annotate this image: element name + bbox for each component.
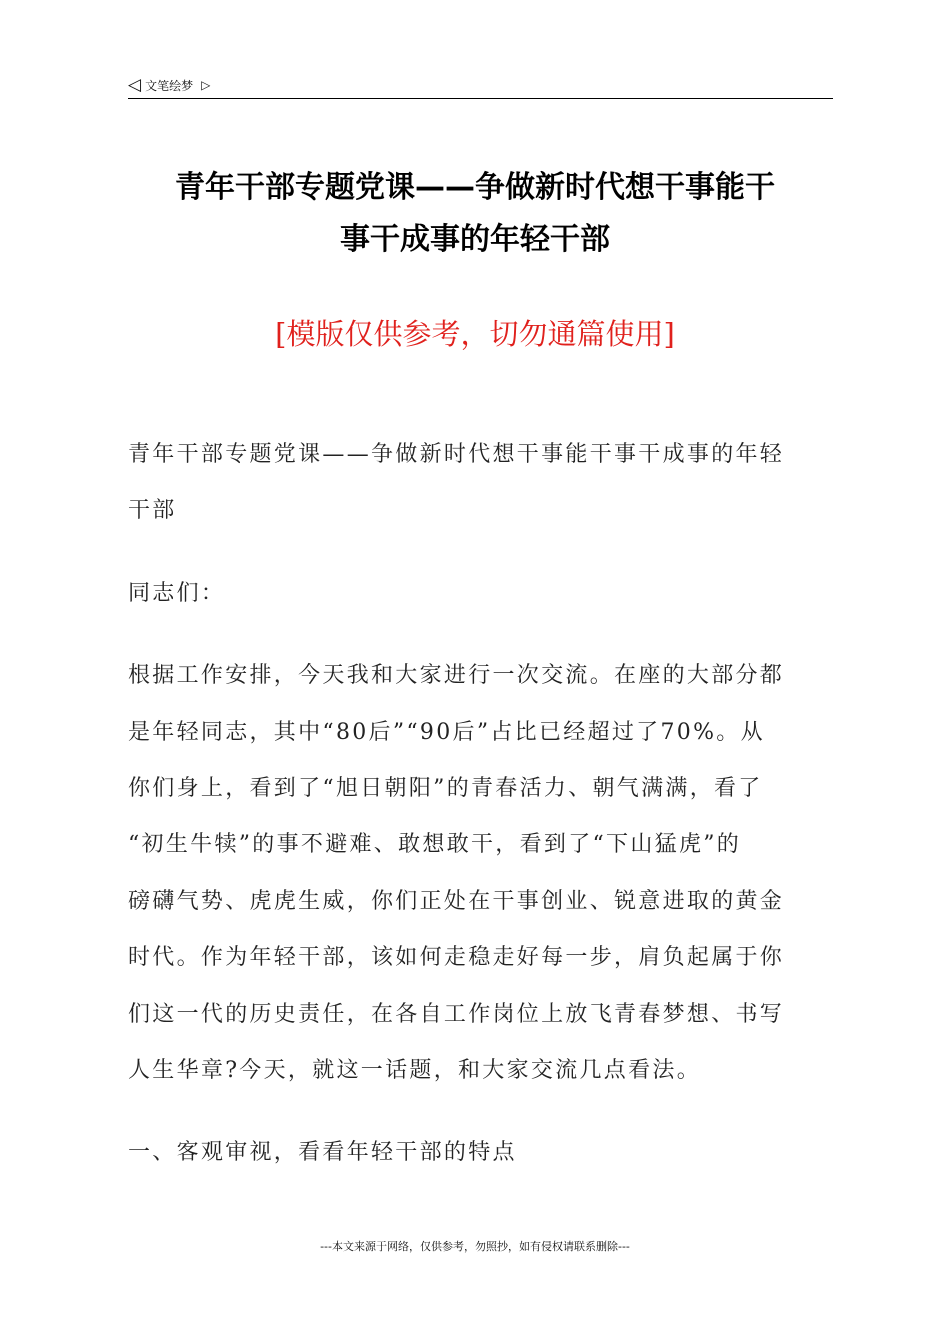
triangle-right-icon: ▷ [201, 78, 211, 92]
document-body [128, 427, 828, 1208]
text-line: 青年干部专题党课——争做新时代想干事能干事干成事的年轻 [128, 442, 785, 467]
section-heading-1 [128, 1125, 828, 1181]
triangle-left-icon: ◁ [128, 74, 142, 95]
text-line: 们这一代的历史责任，在各自工作岗位上放飞青春梦想、书写 [128, 1001, 785, 1027]
header-brand: 文笔绘梦 [145, 78, 194, 93]
document-title [110, 162, 840, 266]
page-header [128, 74, 832, 96]
text-line: 磅礴气势、虎虎生威，你们正处在干事创业、锐意进取的黄金 [128, 888, 785, 914]
page-footer: ---本文来源于网络，仅供参考，勿照抄，如有侵权请联系删除--- [320, 1240, 630, 1253]
text-line: 一、客观审视，看看年轻干部的特点 [128, 1140, 517, 1166]
text-line: 你们身上，看到了“旭日朝阳”的青春活力、朝气满满，看了 [128, 776, 763, 802]
text-line: 人生华章?今天，就这一话题，和大家交流几点看法。 [128, 1058, 701, 1084]
title-line-2: 事干成事的年轻干部 [340, 222, 610, 257]
header-rule [128, 98, 833, 99]
text-line: 是年轻同志，其中“80后”“90后”占比已经超过了70%。从 [128, 719, 765, 745]
text-line: 干部 [128, 498, 177, 524]
text-line: 根据工作安排，今天我和大家进行一次交流。在座的大部分都 [128, 663, 785, 689]
text-line: 同志们： [128, 580, 226, 606]
intro-paragraph [128, 648, 828, 1099]
salutation [128, 566, 828, 622]
text-line: 时代。作为年轻干部，该如何走稳走好每一步，肩负起属于你 [128, 945, 785, 971]
subtitle-paragraph [128, 427, 828, 540]
template-notice: [模版仅供参考，切勿通篇使用] [275, 317, 675, 351]
title-line-1: 青年干部专题党课——争做新时代想干事能干 [175, 170, 775, 205]
text-line: “初生牛犊”的事不避难、敢想敢干，看到了“下山猛虎”的 [128, 832, 742, 858]
